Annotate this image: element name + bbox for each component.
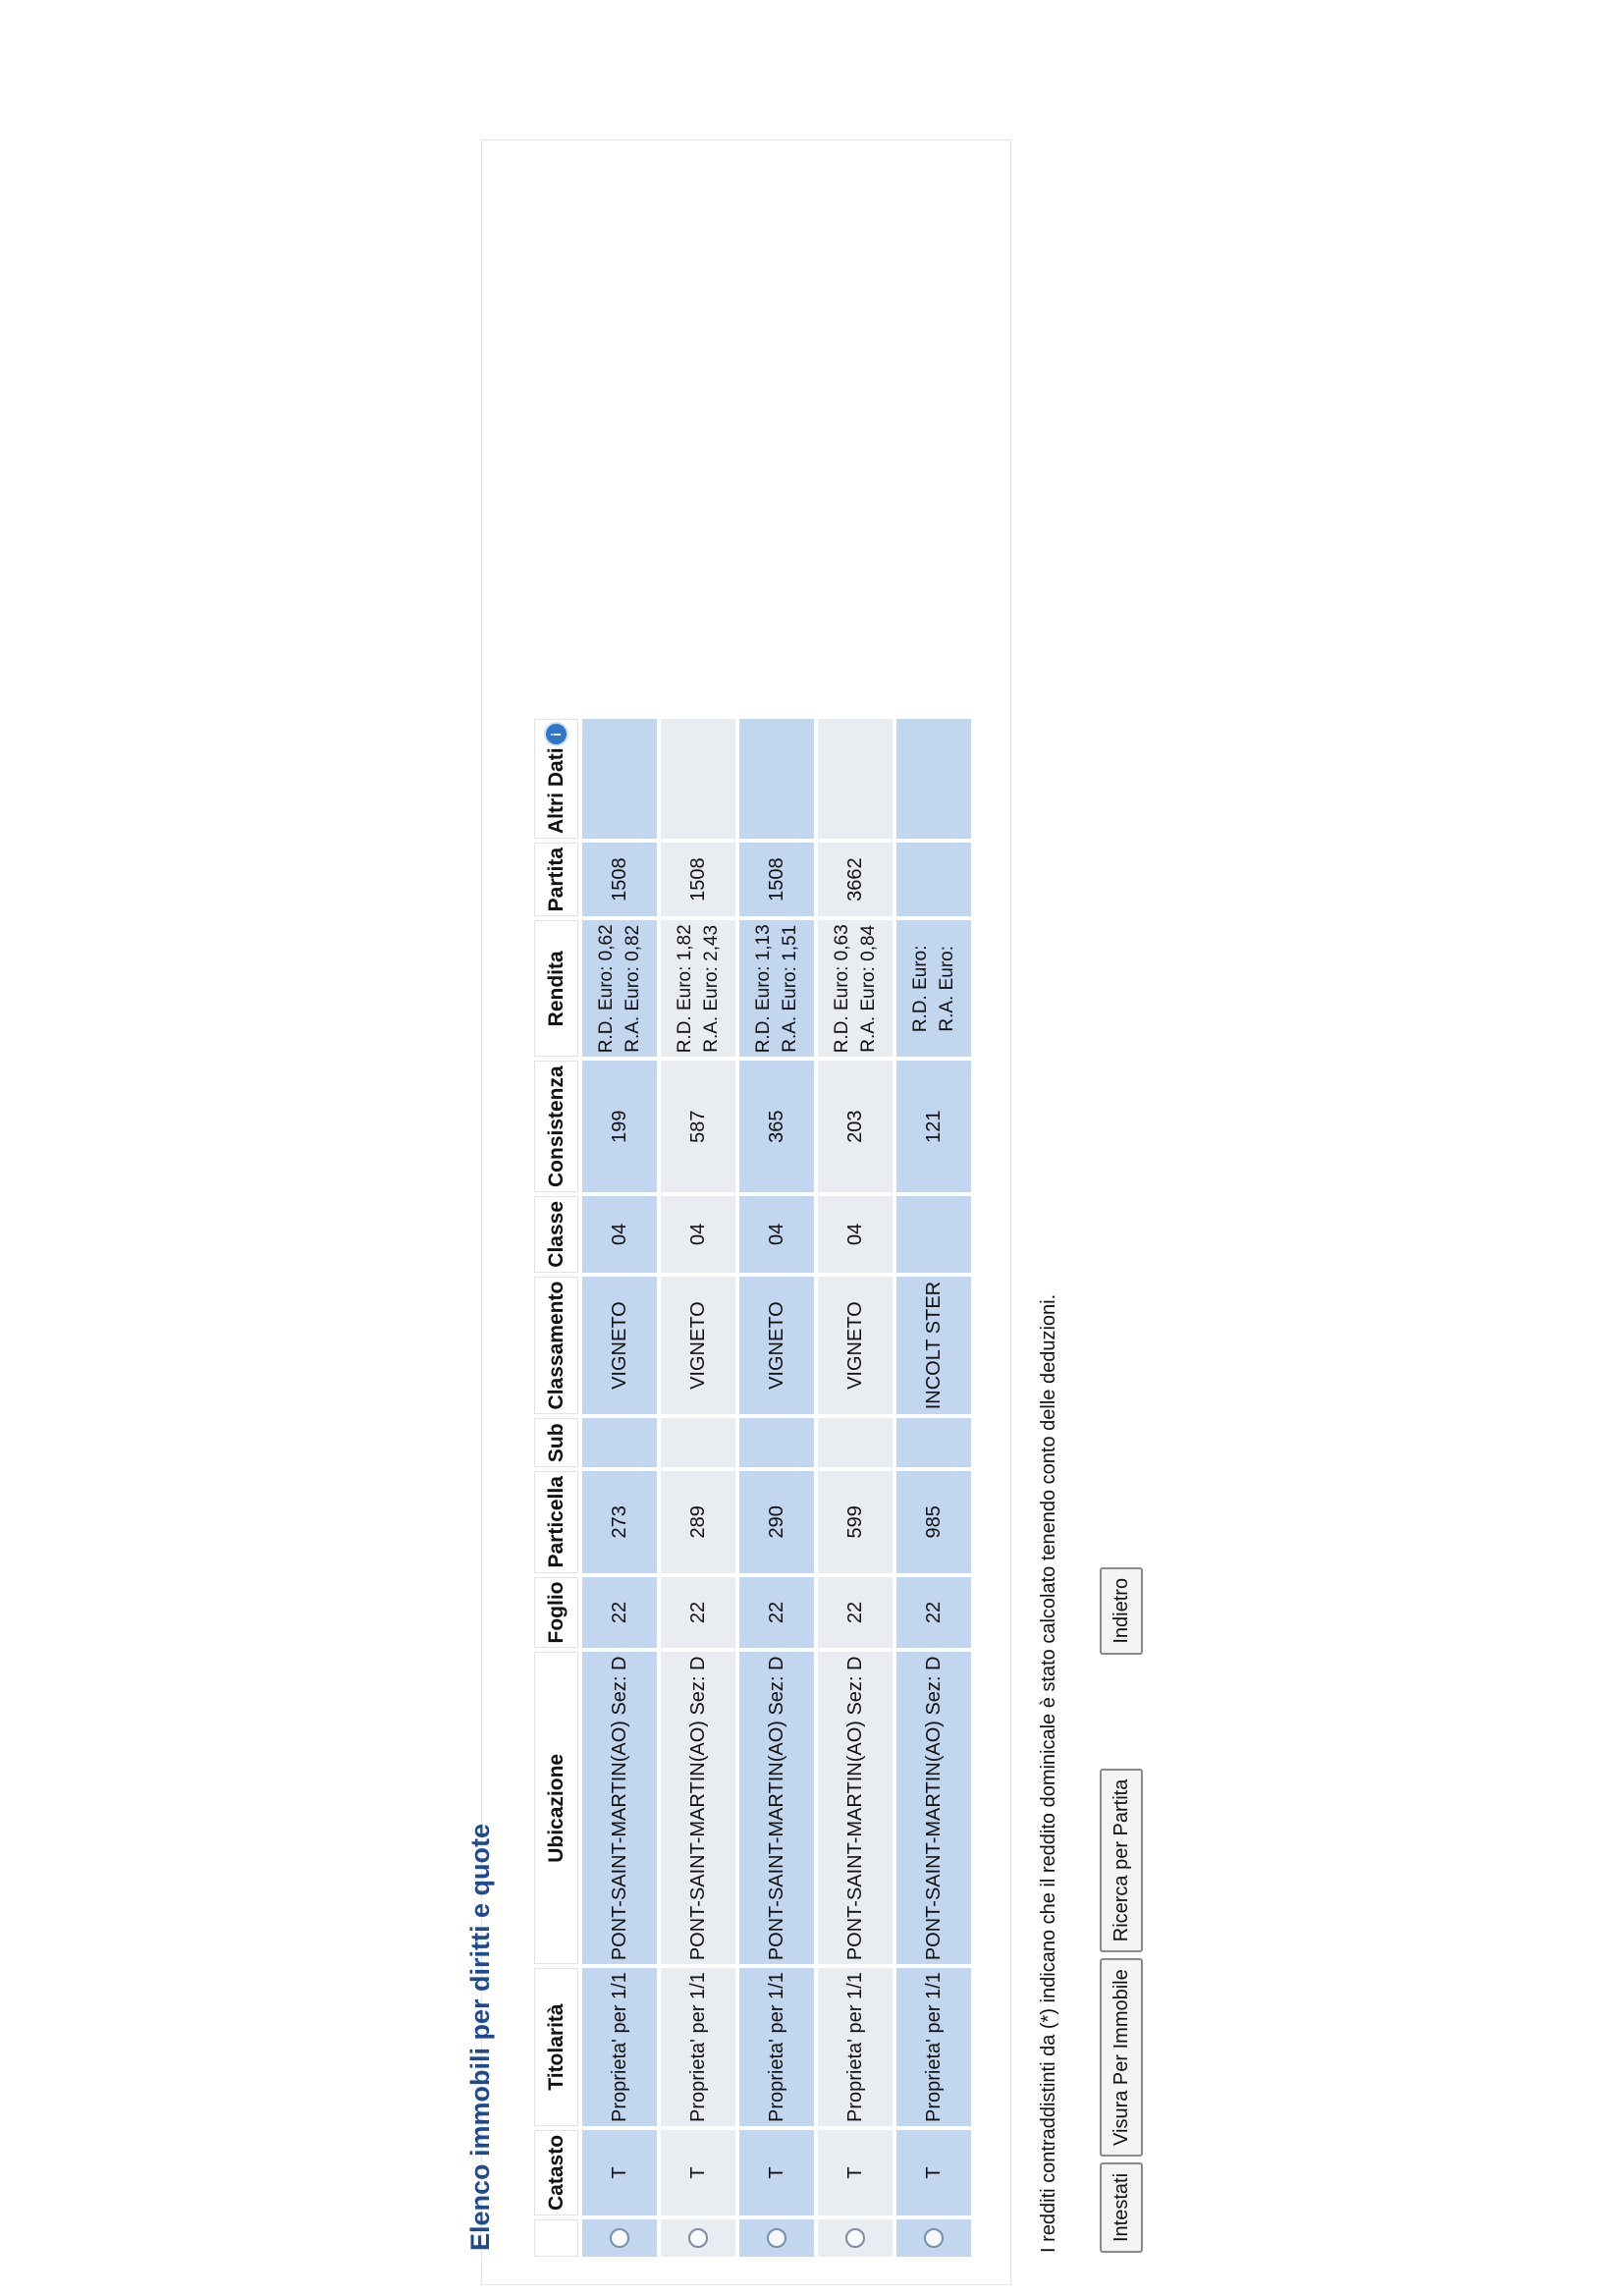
cell-titolarita: Proprieta' per 1/1 — [661, 1968, 735, 2126]
row-select-cell — [582, 2219, 657, 2257]
cell-titolarita: Proprieta' per 1/1 — [739, 1968, 814, 2126]
cell-altri-dati — [739, 719, 814, 839]
cell-titolarita: Proprieta' per 1/1 — [818, 1968, 893, 2126]
cell-foglio: 22 — [818, 1577, 893, 1649]
cell-classe: 04 — [661, 1196, 735, 1273]
cell-consistenza: 587 — [661, 1061, 735, 1192]
deduction-note: I redditi contraddistinti da (*) indicano che il reddito dominicale è stato calcolato tenendo conto delle deduzioni. — [1038, 1293, 1059, 2253]
cell-consistenza: 199 — [582, 1061, 657, 1192]
header-sub: Sub — [534, 1418, 578, 1467]
rendita-ra: R.A. Euro: 0,82 — [623, 924, 643, 1053]
cell-classe: 04 — [739, 1196, 814, 1273]
cell-classe: 04 — [582, 1196, 657, 1273]
rendita-ra: R.A. Euro: 0,84 — [858, 924, 879, 1053]
header-classe: Classe — [534, 1196, 578, 1273]
action-buttons — [1100, 1567, 1143, 2253]
cell-ubicazione: PONT-SAINT-MARTIN(AO) Sez: D — [739, 1653, 814, 1965]
header-catasto: Catasto — [534, 2130, 578, 2215]
cell-titolarita: Proprieta' per 1/1 — [582, 1968, 657, 2126]
cell-classamento: INCOLT STER — [896, 1277, 971, 1415]
cell-particella: 289 — [661, 1471, 735, 1572]
cell-catasto: T — [582, 2130, 657, 2215]
cell-partita — [896, 843, 971, 916]
cell-classamento: VIGNETO — [661, 1277, 735, 1415]
cell-altri-dati — [896, 719, 971, 839]
cell-sub — [896, 1418, 971, 1467]
row-select-cell — [818, 2219, 893, 2257]
cell-altri-dati — [661, 719, 735, 839]
cell-classamento: VIGNETO — [582, 1277, 657, 1415]
header-foglio: Foglio — [534, 1577, 578, 1649]
cell-partita: 1508 — [739, 843, 814, 916]
row-radio-button[interactable] — [688, 2228, 708, 2248]
cell-ubicazione: PONT-SAINT-MARTIN(AO) Sez: D — [896, 1653, 971, 1965]
header-ubicazione: Ubicazione — [534, 1653, 578, 1965]
rendita-rd: R.D. Euro: 0,63 — [832, 924, 852, 1054]
table-row — [661, 719, 735, 2257]
cell-catasto: T — [818, 2130, 893, 2215]
cell-rendita — [739, 920, 814, 1057]
cell-partita: 1508 — [582, 843, 657, 916]
cell-sub — [661, 1418, 735, 1467]
cell-particella: 290 — [739, 1471, 814, 1572]
header-classamento: Classamento — [534, 1277, 578, 1415]
rotated-page — [452, 265, 1198, 2288]
cell-foglio: 22 — [582, 1577, 657, 1649]
indietro-button[interactable]: Indietro — [1100, 1567, 1143, 1655]
cell-classe — [896, 1196, 971, 1273]
cell-ubicazione: PONT-SAINT-MARTIN(AO) Sez: D — [582, 1653, 657, 1965]
info-icon[interactable]: i — [546, 724, 567, 744]
rendita-ra: R.A. Euro: — [937, 946, 957, 1032]
intestati-button[interactable]: Intestati — [1100, 2162, 1143, 2253]
cell-sub — [818, 1418, 893, 1467]
cell-rendita — [661, 920, 735, 1057]
row-select-cell — [661, 2219, 735, 2257]
header-partita: Partita — [534, 843, 578, 916]
cell-altri-dati — [818, 719, 893, 839]
cell-consistenza: 121 — [896, 1061, 971, 1192]
cell-classe: 04 — [818, 1196, 893, 1273]
rendita-rd: R.D. Euro: 1,13 — [753, 924, 774, 1054]
cell-classamento: VIGNETO — [739, 1277, 814, 1415]
cell-sub — [739, 1418, 814, 1467]
visura-per-immobile-button[interactable]: Visura Per Immobile — [1100, 1958, 1143, 2157]
cell-particella: 273 — [582, 1471, 657, 1572]
header-rendita: Rendita — [534, 920, 578, 1057]
header-titolarita: Titolarità — [534, 1968, 578, 2126]
row-radio-button[interactable] — [767, 2228, 786, 2248]
header-altri-dati — [534, 719, 578, 839]
cell-ubicazione: PONT-SAINT-MARTIN(AO) Sez: D — [661, 1653, 735, 1965]
cell-classamento: VIGNETO — [818, 1277, 893, 1415]
cell-particella: 985 — [896, 1471, 971, 1572]
cell-rendita — [582, 920, 657, 1057]
cell-ubicazione: PONT-SAINT-MARTIN(AO) Sez: D — [818, 1653, 893, 1965]
header-select — [534, 2219, 578, 2257]
rendita-rd: R.D. Euro: 0,62 — [596, 924, 617, 1054]
cell-catasto: T — [896, 2130, 971, 2215]
cell-rendita — [818, 920, 893, 1057]
table-row — [739, 719, 814, 2257]
cell-foglio: 22 — [739, 1577, 814, 1649]
cell-consistenza: 203 — [818, 1061, 893, 1192]
rendita-rd: R.D. Euro: — [910, 945, 931, 1033]
cell-catasto: T — [661, 2130, 735, 2215]
cell-particella: 599 — [818, 1471, 893, 1572]
cell-titolarita: Proprieta' per 1/1 — [896, 1968, 971, 2126]
row-radio-button[interactable] — [610, 2228, 629, 2248]
row-radio-button[interactable] — [845, 2228, 865, 2248]
cell-consistenza: 365 — [739, 1061, 814, 1192]
row-radio-button[interactable] — [924, 2228, 944, 2248]
rendita-ra: R.A. Euro: 1,51 — [780, 924, 800, 1053]
header-consistenza: Consistenza — [534, 1061, 578, 1192]
cell-partita: 1508 — [661, 843, 735, 916]
rendita-ra: R.A. Euro: 2,43 — [701, 924, 722, 1053]
table-row — [818, 719, 893, 2257]
table-row — [582, 719, 657, 2257]
ricerca-per-partita-button[interactable]: Ricerca per Partita — [1100, 1769, 1143, 1953]
cell-altri-dati — [582, 719, 657, 839]
table-header-row — [534, 719, 578, 2257]
immobili-table — [530, 715, 975, 2261]
row-select-cell — [896, 2219, 971, 2257]
cell-rendita — [896, 920, 971, 1057]
table-row — [896, 719, 971, 2257]
cell-foglio: 22 — [661, 1577, 735, 1649]
cell-foglio: 22 — [896, 1577, 971, 1649]
cell-sub — [582, 1418, 657, 1467]
header-altri-dati-label: Altri Dati — [544, 747, 568, 834]
cell-partita: 3662 — [818, 843, 893, 916]
row-select-cell — [739, 2219, 814, 2257]
cell-catasto: T — [739, 2130, 814, 2215]
rendita-rd: R.D. Euro: 1,82 — [675, 924, 695, 1054]
header-particella: Particella — [534, 1471, 578, 1572]
page-title: Elenco immobili per diritti e quote — [465, 1823, 495, 2251]
